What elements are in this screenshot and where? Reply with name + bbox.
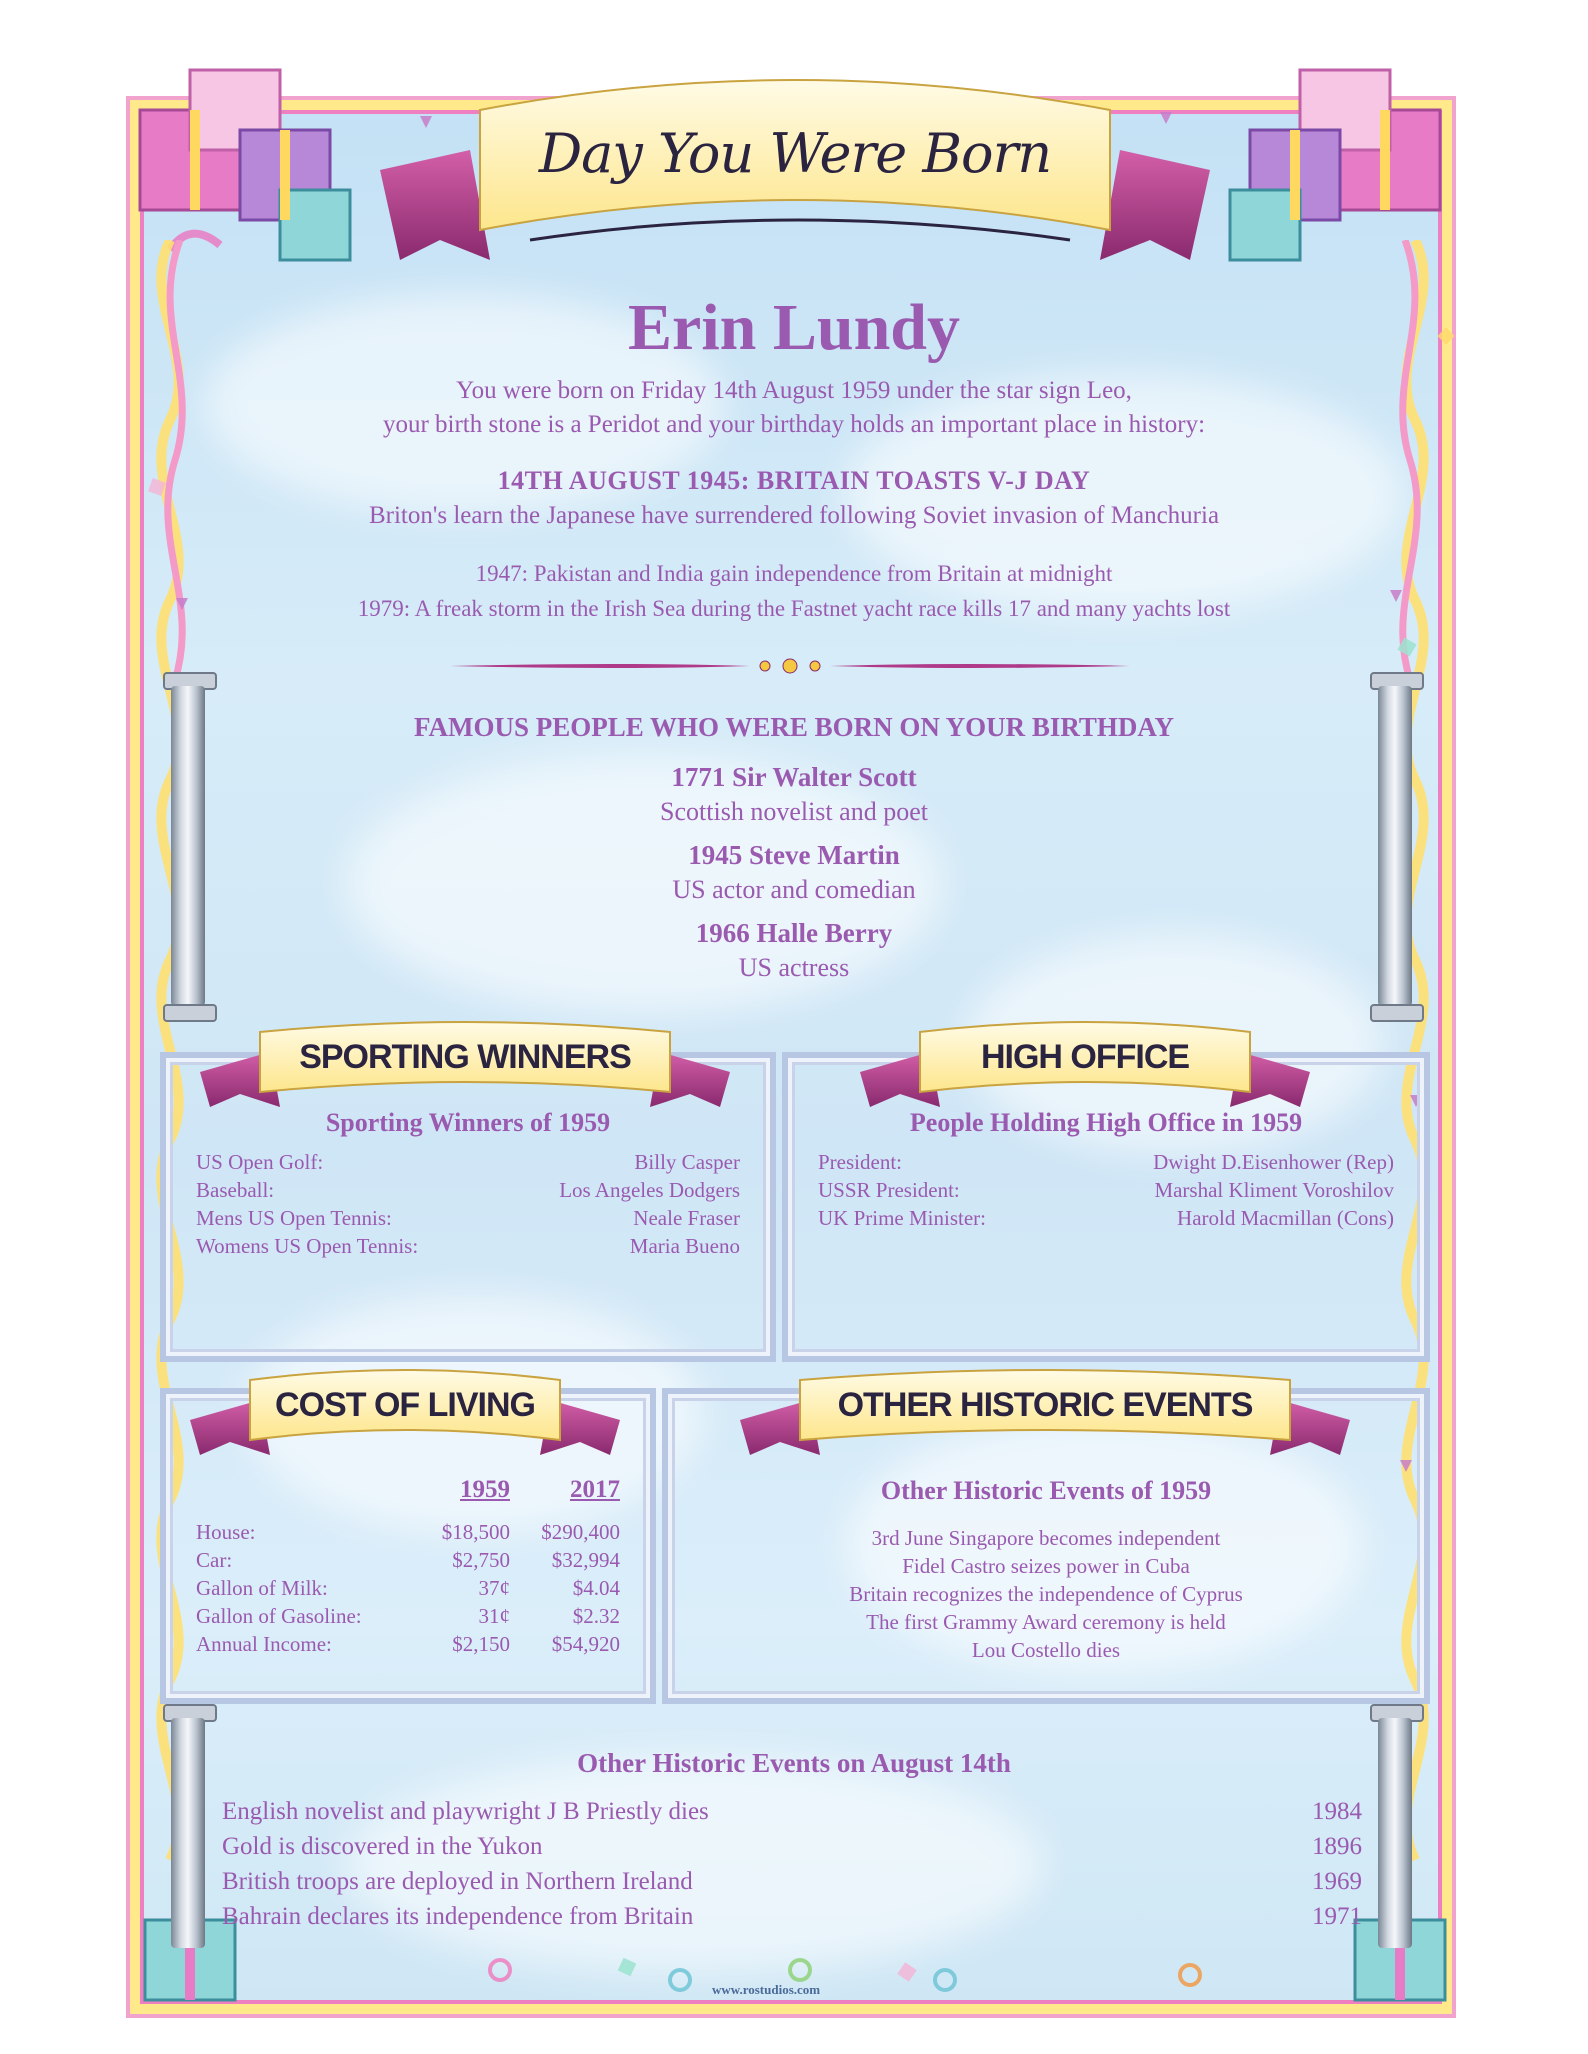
list-item: Britain recognizes the independence of Cyprus — [849, 1582, 1243, 1606]
list-item: President: Dwight D.Eisenhower (Rep) — [818, 1150, 1394, 1174]
list-item: Womens US Open Tennis: Maria Bueno — [196, 1234, 740, 1258]
famous-heading: FAMOUS PEOPLE WHO WERE BORN ON YOUR BIRTHDAY — [414, 712, 1174, 742]
person-name: Erin Lundy — [628, 291, 960, 364]
list-item: US Open Golf: Billy Casper — [196, 1150, 740, 1174]
cost-col-1959: 1959 — [460, 1476, 510, 1503]
list-item: Bahrain declares its independence from Britain 1971 — [222, 1903, 1362, 1930]
list-item: British troops are deployed in Northern Ireland 1969 — [222, 1868, 1362, 1895]
headline-title: 14TH AUGUST 1945: BRITAIN TOASTS V-J DAY — [497, 466, 1091, 495]
header-title: Day You Were Born — [538, 122, 1052, 185]
table-row: Gallon of Gasoline: 31¢ $2.32 — [196, 1604, 620, 1628]
footer-site: www.rostudios.com — [712, 1982, 821, 1997]
sporting-title: Sporting Winners of 1959 — [325, 1108, 611, 1137]
event-line: 1947: Pakistan and India gain independence from Britain at midnight — [475, 561, 1113, 586]
cost-header-row — [196, 1476, 620, 1504]
event-line: 1979: A freak storm in the Irish Sea during the Fastnet yacht race kills 17 and many yachts lost — [357, 596, 1231, 621]
office-title: People Holding High Office in 1959 — [909, 1108, 1303, 1137]
cost-table — [196, 1476, 620, 1658]
sporting-banner — [200, 1012, 730, 1112]
famous-person-desc: US actress — [738, 953, 850, 982]
august-list — [222, 1794, 1362, 1934]
list-item: Mens US Open Tennis: Neale Fraser — [196, 1206, 740, 1230]
sporting-list — [196, 1148, 740, 1260]
cost-banner — [190, 1360, 620, 1460]
list-item: Gold is discovered in the Yukon 1896 — [222, 1833, 1362, 1860]
table-row: Car: $2,750 $32,994 — [196, 1548, 620, 1572]
headline-subtitle: Briton's learn the Japanese have surrendered following Soviet invasion of Manchuria — [368, 502, 1220, 529]
office-banner-label: HIGH OFFICE — [980, 1038, 1190, 1076]
list-item: Baseball: Los Angeles Dodgers — [196, 1178, 740, 1202]
table-row: House: $18,500 $290,400 — [196, 1520, 620, 1544]
historic-banner-label: OTHER HISTORIC EVENTS — [837, 1386, 1253, 1424]
historic-title: Other Historic Events of 1959 — [880, 1476, 1212, 1505]
list-item: Lou Costello dies — [971, 1638, 1121, 1662]
list-item: 3rd June Singapore becomes independent — [871, 1526, 1221, 1550]
list-item: USSR President: Marshal Kliment Voroshilov — [818, 1178, 1394, 1202]
famous-person-name: 1966 Halle Berry — [695, 918, 893, 948]
table-row: Gallon of Milk: 37¢ $4.04 — [196, 1576, 620, 1600]
intro-line-2: your birth stone is a Peridot and your birthday holds an important place in history: — [382, 411, 1206, 438]
table-row: Annual Income: $2,150 $54,920 — [196, 1632, 620, 1656]
ornament-divider — [450, 656, 1130, 676]
list-item: The first Grammy Award ceremony is held — [866, 1610, 1226, 1634]
list-item: UK Prime Minister: Harold Macmillan (Cons) — [818, 1206, 1394, 1230]
cost-banner-label: COST OF LIVING — [275, 1386, 535, 1424]
header-banner — [380, 60, 1210, 280]
sporting-banner-label: SPORTING WINNERS — [299, 1038, 631, 1076]
historic-list — [688, 1524, 1404, 1664]
list-item: Fidel Castro seizes power in Cuba — [902, 1554, 1190, 1578]
cost-col-2017: 2017 — [570, 1476, 620, 1503]
list-item: English novelist and playwright J B Priestly dies 1984 — [222, 1798, 1362, 1825]
famous-person-name: 1945 Steve Martin — [688, 840, 900, 870]
famous-person-name: 1771 Sir Walter Scott — [671, 762, 917, 792]
famous-person-desc: US actor and comedian — [672, 875, 916, 904]
office-banner — [860, 1012, 1310, 1112]
famous-person-desc: Scottish novelist and poet — [660, 797, 928, 826]
office-list — [818, 1148, 1394, 1232]
august-title: Other Historic Events on August 14th — [577, 1748, 1011, 1778]
intro-line-1: You were born on Friday 14th August 1959 under the star sign Leo, — [456, 377, 1132, 404]
historic-banner — [740, 1360, 1350, 1460]
